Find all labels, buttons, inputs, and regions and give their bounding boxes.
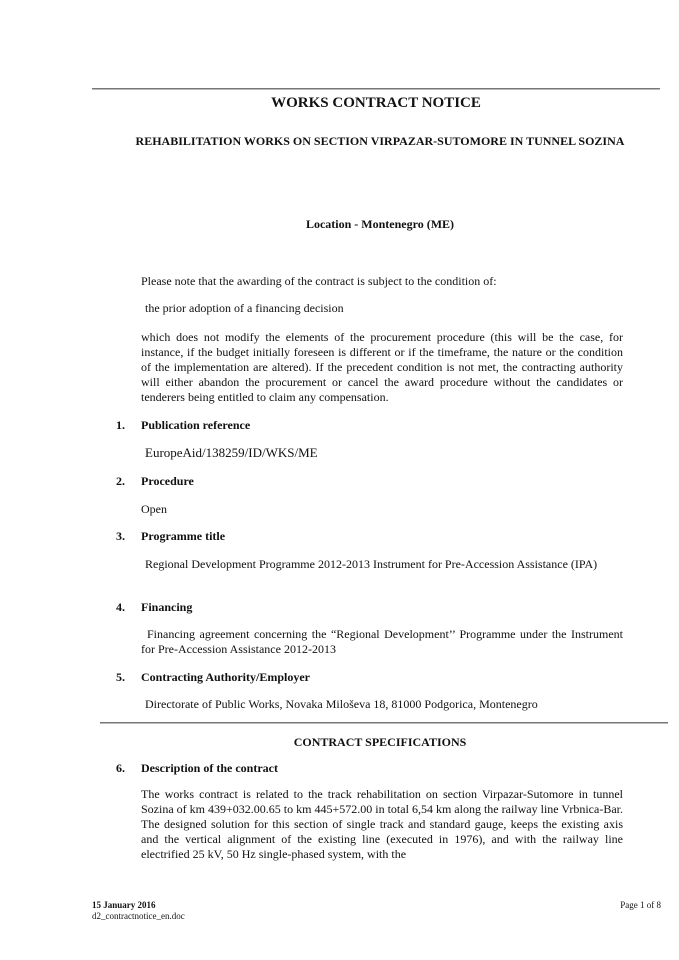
section-2-heading: Procedure bbox=[141, 474, 194, 488]
location: Location - Montenegro (ME) bbox=[305, 217, 455, 231]
intro-condition: Please note that the awarding of the contract is subject to the condition of: bbox=[141, 274, 497, 288]
section-5-heading: Contracting Authority/Employer bbox=[141, 670, 310, 684]
section-3-heading: Programme title bbox=[141, 529, 226, 543]
specs-divider bbox=[100, 722, 668, 724]
publication-reference: EuropeAid/138259/ID/WKS/ME bbox=[145, 445, 318, 460]
section-1-number: 1. bbox=[116, 418, 125, 432]
page-number: Page 1 of 8 bbox=[620, 900, 661, 910]
procedure-value: Open bbox=[141, 502, 167, 516]
section-1-heading: Publication reference bbox=[141, 418, 251, 432]
section-2-number: 2. bbox=[116, 474, 125, 488]
footer-filename: d2_contractnotice_en.doc bbox=[92, 911, 185, 921]
section-4-number: 4. bbox=[116, 600, 125, 614]
section-3-number: 3. bbox=[116, 529, 125, 543]
financing-text: Financing agreement concerning the “Regional Development’’ Programme under the Instrument for Pre-Accession Assistance 2012-2013 bbox=[141, 627, 623, 656]
footer-left bbox=[92, 900, 185, 922]
intro-financing-decision: the prior adoption of a financing decision bbox=[145, 301, 344, 315]
section-4-heading: Financing bbox=[141, 600, 193, 614]
intro-explanation: which does not modify the elements of the procurement procedure (this will be the case, for instance, if the budget initially foreseen is different or if the timeframe, the nature or the condition of the implementation are altered). If the precedent condition is not met, the contracting authority will either abandon the procurement or cancel the award procedure without the candidates or tenderers being entitled to claim any compensation. bbox=[141, 330, 623, 404]
document-title: WORKS CONTRACT NOTICE bbox=[271, 95, 481, 111]
footer-date: 15 January 2016 bbox=[92, 900, 156, 910]
contracting-authority: Directorate of Public Works, Novaka Miloševa 18, 81000 Podgorica, Montenegro bbox=[145, 697, 538, 711]
document-subtitle: REHABILITATION WORKS ON SECTION VIRPAZAR-SUTOMORE IN TUNNEL SOZINA bbox=[135, 134, 625, 148]
section-5-number: 5. bbox=[116, 670, 125, 684]
specs-title: CONTRACT SPECIFICATIONS bbox=[293, 735, 467, 749]
section-6-heading: Description of the contract bbox=[141, 761, 278, 775]
programme-title: Regional Development Programme 2012-2013 Instrument for Pre-Accession Assistance (IPA) bbox=[145, 557, 598, 571]
contract-description: The works contract is related to the track rehabilitation on section Virpazar-Sutomore in tunnel Sozina of km 439+032.00.65 to km 445+572.00 in total 6,54 km along the railway line Vrbnica-Bar. The designed solution for this section of single track and standard gauge, keeps the existing axis and the vertical alignment of the existing line (executed in 1976), and with the railway line electrified 25 kV, 50 Hz single-phased system, with the bbox=[141, 787, 623, 861]
top-divider bbox=[92, 88, 660, 90]
section-6-number: 6. bbox=[116, 761, 125, 775]
